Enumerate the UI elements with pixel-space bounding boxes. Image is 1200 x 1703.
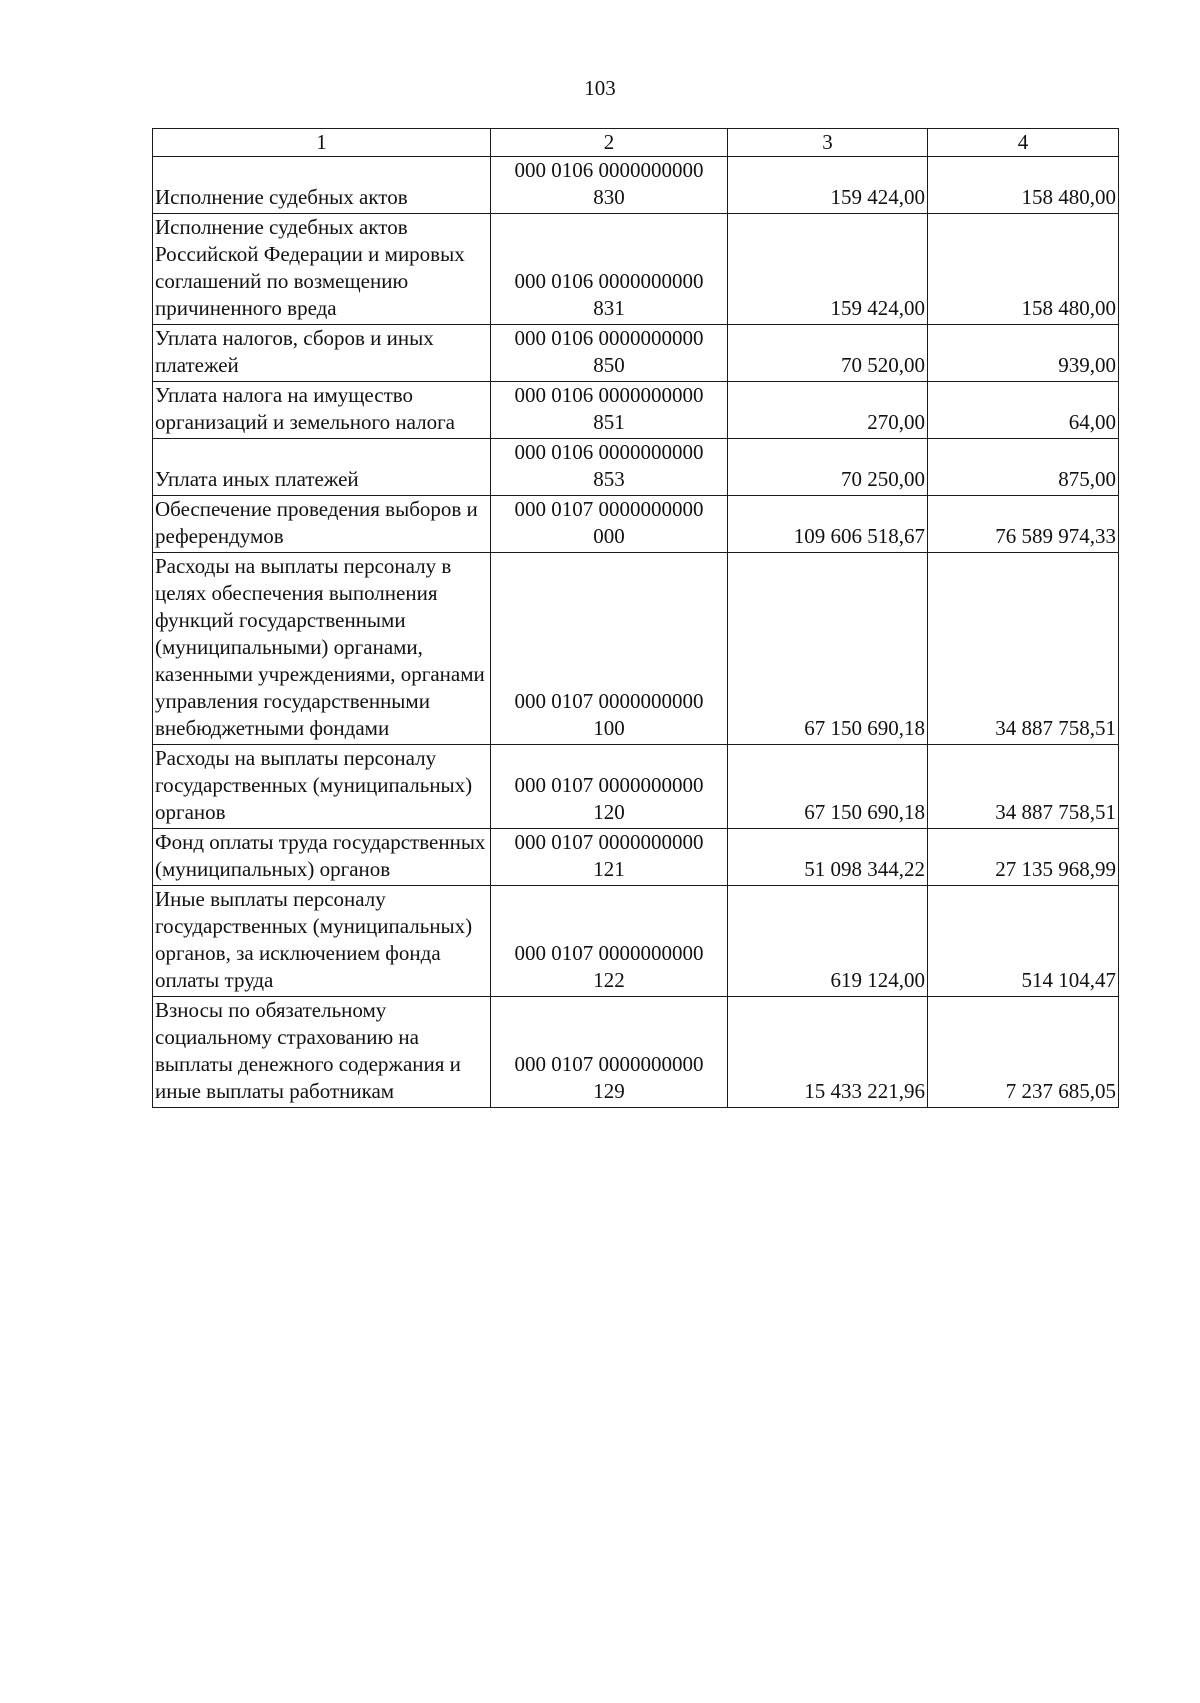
code-line: 000 0107 0000000000 xyxy=(514,497,704,521)
column-header: 3 xyxy=(728,129,928,157)
table-row xyxy=(153,886,1119,997)
row-code xyxy=(491,325,728,382)
code-line: 831 xyxy=(593,296,625,320)
table-row xyxy=(153,325,1119,382)
code-line: 000 xyxy=(593,524,625,548)
row-code xyxy=(491,214,728,325)
row-value-col4: 7 237 685,05 xyxy=(928,997,1119,1108)
row-code xyxy=(491,382,728,439)
code-line: 850 xyxy=(593,353,625,377)
row-value-col3: 70 520,00 xyxy=(728,325,928,382)
row-value-col3: 270,00 xyxy=(728,382,928,439)
row-code xyxy=(491,553,728,745)
code-line: 000 0107 0000000000 xyxy=(514,773,704,797)
row-name: Исполнение судебных актов xyxy=(153,157,491,214)
row-value-col4: 875,00 xyxy=(928,439,1119,496)
row-value-col3: 159 424,00 xyxy=(728,157,928,214)
row-value-col3: 51 098 344,22 xyxy=(728,829,928,886)
row-value-col4: 34 887 758,51 xyxy=(928,745,1119,829)
table-row xyxy=(153,997,1119,1108)
code-line: 000 0107 0000000000 xyxy=(514,689,704,713)
table-row xyxy=(153,745,1119,829)
row-name: Уплата налога на имущество организаций и земельного налога xyxy=(153,382,491,439)
page-number: 103 xyxy=(584,76,616,100)
row-value-col4: 158 480,00 xyxy=(928,157,1119,214)
code-line: 122 xyxy=(593,968,625,992)
row-code xyxy=(491,829,728,886)
budget-table xyxy=(152,128,1119,1108)
code-line: 830 xyxy=(593,185,625,209)
code-line: 000 0106 0000000000 xyxy=(514,440,704,464)
column-header: 4 xyxy=(928,129,1119,157)
code-line: 000 0107 0000000000 xyxy=(514,830,704,854)
column-header: 2 xyxy=(491,129,728,157)
code-line: 121 xyxy=(593,857,625,881)
row-name: Иные выплаты персоналу государственных (муниципальных) органов, за исключением фонда оплаты труда xyxy=(153,886,491,997)
row-name: Расходы на выплаты персоналу государственных (муниципальных) органов xyxy=(153,745,491,829)
row-value-col4: 514 104,47 xyxy=(928,886,1119,997)
row-value-col4: 158 480,00 xyxy=(928,214,1119,325)
table-row xyxy=(153,553,1119,745)
code-line: 000 0106 0000000000 xyxy=(514,158,704,182)
row-code xyxy=(491,157,728,214)
row-code xyxy=(491,886,728,997)
row-name: Обеспечение проведения выборов и референдумов xyxy=(153,496,491,553)
row-value-col3: 67 150 690,18 xyxy=(728,745,928,829)
code-line: 851 xyxy=(593,410,625,434)
row-name: Уплата иных платежей xyxy=(153,439,491,496)
code-line: 129 xyxy=(593,1079,625,1103)
row-value-col3: 70 250,00 xyxy=(728,439,928,496)
row-name: Расходы на выплаты персоналу в целях обеспечения выполнения функций государственными (муниципальными) органами, казенными учреждениями, органами управления государственными внебюджетными фондами xyxy=(153,553,491,745)
table-row xyxy=(153,157,1119,214)
code-line: 000 0106 0000000000 xyxy=(514,383,704,407)
table-row xyxy=(153,214,1119,325)
table-row xyxy=(153,829,1119,886)
code-line: 000 0106 0000000000 xyxy=(514,269,704,293)
row-value-col3: 67 150 690,18 xyxy=(728,553,928,745)
row-value-col4: 64,00 xyxy=(928,382,1119,439)
row-code xyxy=(491,997,728,1108)
row-value-col4: 27 135 968,99 xyxy=(928,829,1119,886)
table-row xyxy=(153,496,1119,553)
row-name: Взносы по обязательному социальному страхованию на выплаты денежного содержания и иные выплаты работникам xyxy=(153,997,491,1108)
code-line: 000 0107 0000000000 xyxy=(514,1052,704,1076)
column-header: 1 xyxy=(153,129,491,157)
row-code xyxy=(491,745,728,829)
row-value-col3: 159 424,00 xyxy=(728,214,928,325)
row-name: Исполнение судебных актов Российской Федерации и мировых соглашений по возмещению причиненного вреда xyxy=(153,214,491,325)
row-value-col4: 34 887 758,51 xyxy=(928,553,1119,745)
table-row xyxy=(153,382,1119,439)
table-row xyxy=(153,439,1119,496)
row-value-col4: 76 589 974,33 xyxy=(928,496,1119,553)
code-line: 000 0107 0000000000 xyxy=(514,941,704,965)
code-line: 100 xyxy=(593,716,625,740)
row-name: Уплата налогов, сборов и иных платежей xyxy=(153,325,491,382)
row-value-col4: 939,00 xyxy=(928,325,1119,382)
row-value-col3: 15 433 221,96 xyxy=(728,997,928,1108)
code-line: 853 xyxy=(593,467,625,491)
row-name: Фонд оплаты труда государственных (муниципальных) органов xyxy=(153,829,491,886)
header-row xyxy=(153,129,1119,157)
code-line: 120 xyxy=(593,800,625,824)
code-line: 000 0106 0000000000 xyxy=(514,326,704,350)
row-code xyxy=(491,439,728,496)
row-code xyxy=(491,496,728,553)
row-value-col3: 109 606 518,67 xyxy=(728,496,928,553)
row-value-col3: 619 124,00 xyxy=(728,886,928,997)
